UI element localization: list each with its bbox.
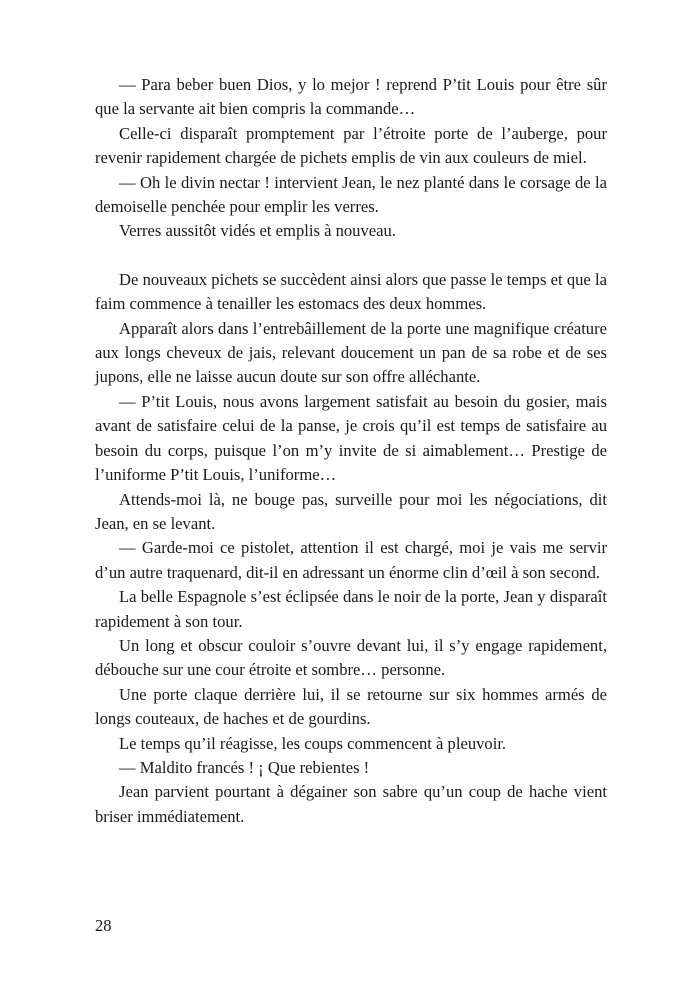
- paragraph: — Garde-moi ce pistolet, attention il est chargé, moi je vais me servir d’un autre traquenard, dit-il en adressant un énorme clin d’œil à son second.: [95, 538, 607, 582]
- paragraph: Celle-ci disparaît promptement par l’étroite porte de l’auberge, pour revenir rapidement chargée de pichets emplis de vin aux couleurs de miel.: [95, 123, 607, 168]
- paragraph: Une porte claque derrière lui, il se retourne sur six hommes armés de longs couteaux, de haches et de gourdins.: [95, 684, 607, 729]
- paragraph: — P’tit Louis, nous avons largement satisfait au besoin du gosier, mais avant de satisfaire celui de la panse, je crois qu’il est temps de satisfaire au besoin du corps, puisque l’on m’y invite de si aimablement… Prestige de l’uniforme P’tit Louis, l’uniforme…: [95, 391, 607, 485]
- page-number: 28: [95, 916, 112, 935]
- paragraph: Jean parvient pourtant à dégainer son sabre qu’un coup de hache vient briser immédiatement.: [95, 782, 607, 826]
- paragraph: Un long et obscur couloir s’ouvre devant lui, il s’y engage rapidement, débouche sur une cour étroite et sombre… personne.: [95, 635, 607, 680]
- section-break: [95, 244, 607, 268]
- paragraph: Attends-moi là, ne bouge pas, surveille pour moi les négociations, dit Jean, en se levant.: [95, 489, 607, 533]
- paragraph: De nouveaux pichets se succèdent ainsi alors que passe le temps et que la faim commence à tenailler les estomacs des deux hommes.: [95, 269, 607, 314]
- page-body: [95, 73, 607, 829]
- paragraph: La belle Espagnole s’est éclipsée dans le noir de la porte, Jean y disparaît rapidement à son tour.: [95, 587, 607, 631]
- paragraph: — Oh le divin nectar ! intervient Jean, le nez planté dans le corsage de la demoiselle penchée pour emplir les verres.: [95, 172, 607, 217]
- paragraph: Apparaît alors dans l’entrebâillement de la porte une magnifique créature aux longs cheveux de jais, relevant doucement un pan de sa robe et de ses jupons, elle ne laisse aucun doute sur son offre alléchante.: [95, 318, 607, 387]
- paragraph: Verres aussitôt vidés et emplis à nouveau.: [119, 221, 396, 241]
- paragraph: — Maldito francés ! ¡ Que rebientes !: [119, 757, 370, 777]
- paragraph: — Para beber buen Dios, y lo mejor ! reprend P’tit Louis pour être sûr que la servante ait bien compris la commande…: [95, 75, 607, 119]
- paragraph: Le temps qu’il réagisse, les coups commencent à pleuvoir.: [119, 733, 507, 753]
